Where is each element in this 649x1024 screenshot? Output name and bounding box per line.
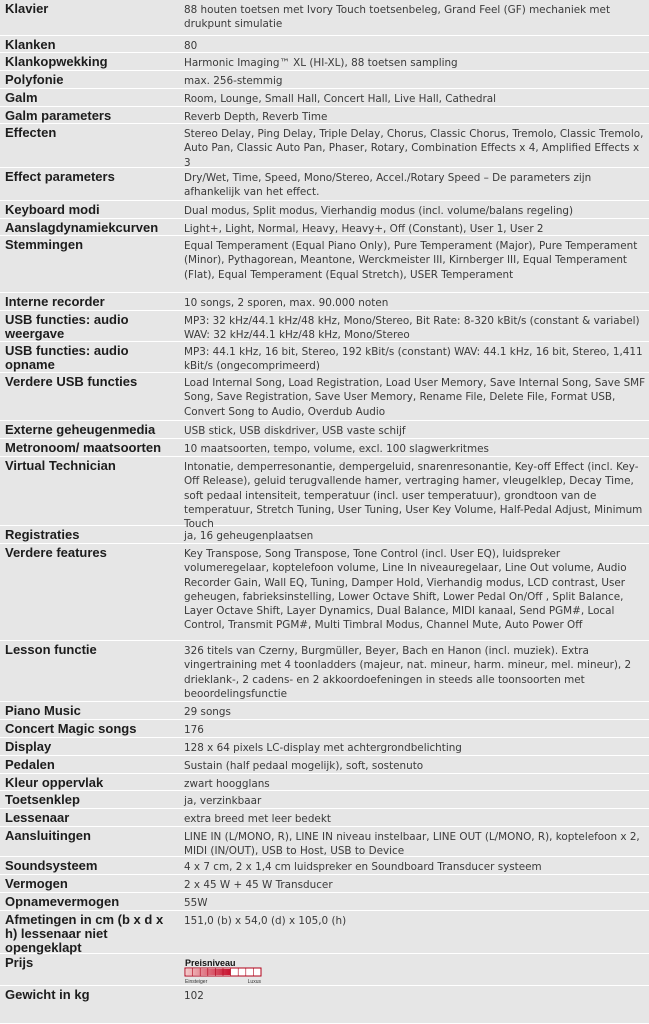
spec-value: Equal Temperament (Equal Piano Only), Pure Temperament (Major), Pure Temperament (Minor), Pythagorean, Meantone, Werckmeister III, Kirnberger III, Equal Temperament (Flat), Equal Temperament (Equal Stretch), USER Temperament: [184, 240, 638, 281]
spec-row: [0, 342, 649, 373]
spec-row: [0, 702, 649, 720]
spec-value: max. 256-stemmig: [184, 75, 283, 87]
spec-row: [0, 809, 649, 827]
price-level-badge: [184, 957, 264, 985]
spec-row: [0, 293, 649, 311]
spec-label: Verdere USB functies: [5, 374, 138, 389]
spec-label: Galm parameters: [5, 108, 112, 123]
spec-value: MP3: 32 kHz/44.1 kHz/48 kHz, Mono/Stereo, Bit Rate: 8-320 kBit/s (constant & variabel) WAV: 32 kHz/44.1 kHz/48 kHz, Mono/Stereo: [184, 315, 640, 342]
spec-value: 2 x 45 W + 45 W Transducer: [184, 879, 333, 891]
price-caption-low: Einsteiger: [185, 979, 208, 985]
spec-row: [0, 168, 649, 201]
spec-label: Klankopwekking: [5, 54, 108, 69]
spec-label: Gewicht in kg: [5, 987, 90, 1002]
spec-row: [0, 954, 649, 986]
spec-value: LINE IN (L/MONO, R), LINE IN niveau instelbaar, LINE OUT (L/MONO, R), koptelefoon x 2, MIDI (IN/OUT), USB to Host, USB to Device: [184, 831, 640, 858]
spec-value: USB stick, USB diskdriver, USB vaste schijf: [184, 425, 406, 437]
spec-value: Load Internal Song, Load Registration, Load User Memory, Save Internal Song, Save SMF Song, Save Registration, Save User Memory, Rename File, Delete File, Format USB, Convert Song to Audio, Overdub Audio: [184, 377, 646, 418]
spec-row: [0, 544, 649, 641]
spec-label: Verdere features: [5, 545, 107, 560]
spec-value: 176: [184, 724, 204, 736]
spec-label: Aansluitingen: [5, 828, 91, 843]
spec-value: 128 x 64 pixels LC-display met achtergrondbelichting: [184, 742, 462, 754]
spec-row: [0, 457, 649, 531]
spec-label: Soundsysteem: [5, 858, 98, 873]
spec-label: Effecten: [5, 125, 57, 140]
spec-label: Klavier: [5, 1, 49, 16]
spec-row: [0, 36, 649, 53]
spec-label: Polyfonie: [5, 72, 64, 87]
spec-row: [0, 201, 649, 219]
spec-row: [0, 311, 649, 342]
spec-label: USB functies: audio weergave: [5, 312, 129, 341]
spec-label: Prijs: [5, 955, 34, 970]
spec-row: [0, 756, 649, 774]
spec-value: Room, Lounge, Small Hall, Concert Hall, Live Hall, Cathedral: [184, 93, 497, 105]
spec-value: ja, 16 geheugenplaatsen: [184, 530, 314, 542]
spec-value: Intonatie, demperresonantie, dempergeluid, snarenresonantie, Key-off Effect (incl. Key-Off Release), geluid terugvallende hamer, vertraging hamer, vleugelklep, Decay Time, soft pedaal intensiteit, temperatuur (incl. user temperatuur), grondtoon van de temperatuur, Stretch Tuning, User Tuning, User Key Volume, Half-Pedal Adjust, Minimum Touch: [184, 461, 643, 531]
spec-row: [0, 911, 649, 954]
spec-label: Registraties: [5, 527, 80, 542]
spec-value: 88 houten toetsen met Ivory Touch toetsenbeleg, Grand Feel (GF) mechaniek met drukpunt simulatie: [184, 4, 611, 31]
spec-label: Kleur oppervlak: [5, 775, 104, 790]
spec-label: Galm: [5, 90, 38, 105]
spec-label: Externe geheugenmedia: [5, 422, 156, 437]
spec-value: extra breed met leer bedekt: [184, 813, 331, 825]
spec-label: Aanslagdynamiekcurven: [5, 220, 159, 235]
spec-value: 10 maatsoorten, tempo, volume, excl. 100 slagwerkritmes: [184, 443, 489, 455]
spec-label: Klanken: [5, 37, 56, 52]
spec-value: 10 songs, 2 sporen, max. 90.000 noten: [184, 297, 389, 309]
spec-value: 80: [184, 40, 198, 52]
spec-row: [0, 875, 649, 893]
spec-label: USB functies: audio opname: [5, 343, 129, 372]
spec-value: Dual modus, Split modus, Vierhandig modus (incl. volume/balans regeling): [184, 205, 574, 217]
spec-row: [0, 53, 649, 71]
spec-label: Display: [5, 739, 52, 754]
spec-row: [0, 439, 649, 457]
spec-value: 29 songs: [184, 706, 231, 718]
spec-label: Metronoom/ maatsoorten: [5, 440, 162, 455]
spec-row: [0, 0, 649, 36]
spec-value: MP3: 44.1 kHz, 16 bit, Stereo, 192 kBit/s (constant) WAV: 44.1 kHz, 16 bit, Stereo, 1,411 kBit/s (ongecomprimeerd): [184, 346, 643, 373]
spec-value: 151,0 (b) x 54,0 (d) x 105,0 (h): [184, 915, 347, 927]
spec-label: Afmetingen in cm (b x d x h) lessenaar niet opengeklapt: [5, 912, 164, 955]
spec-row: [0, 71, 649, 89]
spec-label: Interne recorder: [5, 294, 105, 309]
spec-label: Pedalen: [5, 757, 55, 772]
spec-value: Dry/Wet, Time, Speed, Mono/Stereo, Accel./Rotary Speed – De parameters zijn afhankelijk van het effect.: [184, 172, 592, 199]
spec-label: Toetsenklep: [5, 792, 80, 807]
spec-value: 326 titels van Czerny, Burgmüller, Beyer, Bach en Hanon (incl. muziek). Extra vingertraining met 4 toonladders (majeur, nat. mineur, harm. mineur, mel. mineur), 2 drieklank-, 2 cadens- en 2 akkoordoefeningen in steeds alle toonsoorten met beoordelingsfunctie: [184, 645, 632, 700]
spec-label: Piano Music: [5, 703, 81, 718]
spec-value: Reverb Depth, Reverb Time: [184, 111, 328, 123]
spec-label: Virtual Technician: [5, 458, 116, 473]
spec-value: Sustain (half pedaal mogelijk), soft, sostenuto: [184, 760, 424, 772]
spec-label: Stemmingen: [5, 237, 84, 252]
spec-row: [0, 124, 649, 168]
spec-row: [0, 857, 649, 875]
price-badge-title: Preisniveau: [185, 958, 236, 968]
spec-row: [0, 107, 649, 124]
spec-label: Effect parameters: [5, 169, 115, 184]
spec-row: [0, 774, 649, 791]
spec-row: [0, 236, 649, 293]
spec-value: 55W: [184, 897, 208, 909]
spec-row: [0, 219, 649, 236]
spec-value: 102: [184, 990, 204, 1002]
spec-row: [0, 89, 649, 107]
spec-row: [0, 641, 649, 702]
spec-value: 4 x 7 cm, 2 x 1,4 cm luidspreker en Soundboard Transducer systeem: [184, 861, 542, 873]
spec-row: [0, 986, 649, 1024]
spec-row: [0, 893, 649, 911]
spec-row: [0, 526, 649, 544]
spec-label: Concert Magic songs: [5, 721, 137, 736]
spec-row: [0, 738, 649, 756]
spec-value: ja, verzinkbaar: [184, 795, 262, 807]
spec-row: [0, 373, 649, 421]
spec-value: Light+, Light, Normal, Heavy, Heavy+, Off (Constant), User 1, User 2: [184, 223, 544, 235]
spec-value: zwart hoogglans: [184, 778, 270, 790]
spec-label: Vermogen: [5, 876, 68, 891]
spec-row: [0, 791, 649, 809]
spec-label: Opnamevermogen: [5, 894, 120, 909]
spec-label: Lessenaar: [5, 810, 70, 825]
spec-value: Key Transpose, Song Transpose, Tone Control (incl. User EQ), luidspreker volumeregelaar, koptelefoon volume, Line In niveauregelaar, Line Out volume, Audio Recorder Gain, Wall EQ, Tuning, Damper Hold, Vierhandig modus, LCD contrast, User geheugen, fabrieksinstelling, Lower Octave Shift, Lower Pedal On/Off , Split Balance, Layer Octave Shift, Layer Dynamics, Dual Balance, MIDI kanaal, Send PGM#, Local Control, Transmit PGM#, Multi Timbral Modus, Channel Mute, Auto Power Off: [184, 548, 627, 632]
spec-row: [0, 720, 649, 738]
spec-row: [0, 421, 649, 439]
spec-row: [0, 827, 649, 857]
spec-value: Harmonic Imaging™ XL (HI-XL), 88 toetsen sampling: [184, 57, 458, 69]
spec-label: Lesson functie: [5, 642, 97, 657]
spec-label: Keyboard modi: [5, 202, 100, 217]
price-caption-high: Luxus: [247, 979, 261, 985]
spec-value: Stereo Delay, Ping Delay, Triple Delay, Chorus, Classic Chorus, Tremolo, Classic Tremolo, Auto Pan, Classic Auto Pan, Phaser, Rotary, Combination Effects x 4, Amplified Effects x 3: [184, 128, 644, 169]
